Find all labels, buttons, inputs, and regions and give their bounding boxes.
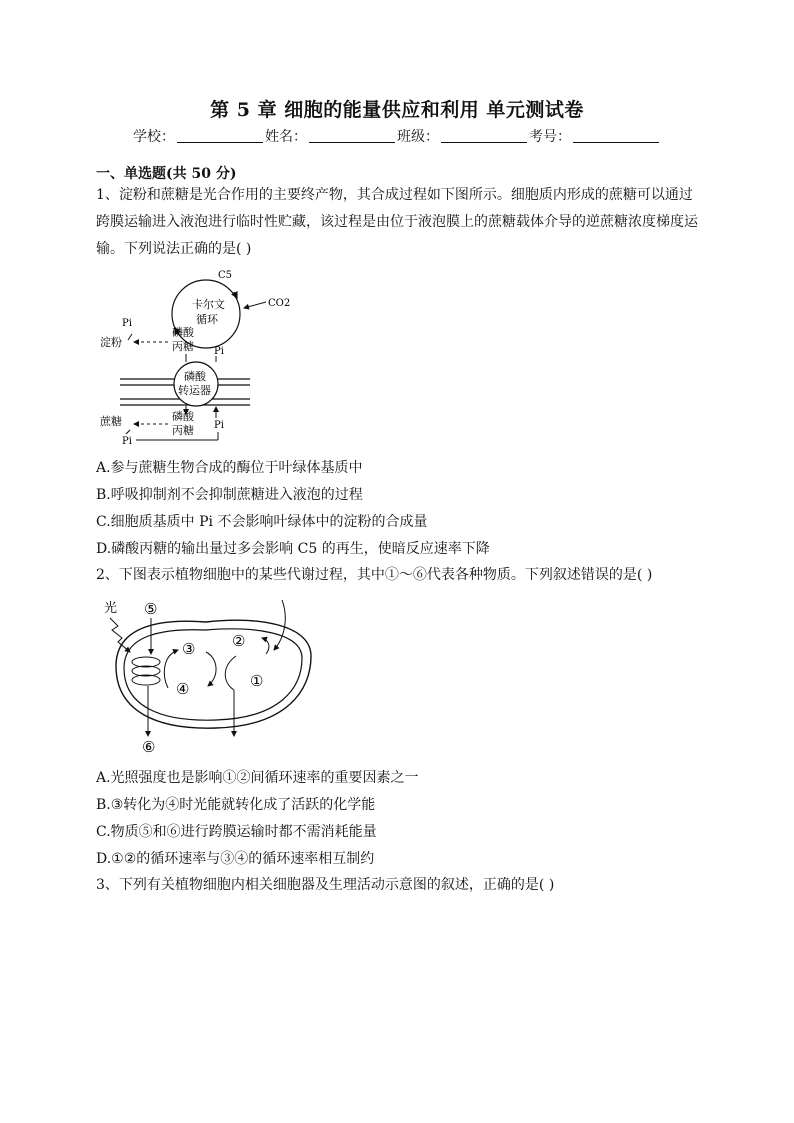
material-5: ⑤ bbox=[144, 600, 158, 618]
sucrose-label: 蔗糖 bbox=[100, 415, 122, 428]
page-title: 第 5 章 细胞的能量供应和利用 单元测试卷 bbox=[210, 99, 584, 121]
starch-label: 淀粉 bbox=[100, 336, 122, 349]
school-blank[interactable] bbox=[177, 128, 263, 143]
triose-phosphate-2a: 磷酸 bbox=[172, 410, 194, 423]
pi-top-label: Pi bbox=[122, 318, 132, 329]
triose-phosphate-1b: 丙糖 bbox=[172, 340, 194, 353]
school-label: 学校： bbox=[133, 129, 175, 145]
pi-bottom-label: Pi bbox=[122, 436, 132, 447]
light-label: 光 bbox=[104, 601, 118, 616]
transporter-label-1: 磷酸 bbox=[184, 370, 206, 383]
question-1-option-d[interactable]: D.磷酸丙糖的输出量过多会影响 C5 的再生，使暗反应速率下降 bbox=[96, 541, 490, 557]
material-1: ① bbox=[250, 672, 264, 690]
material-2: ② bbox=[232, 632, 246, 650]
question-1-diagram bbox=[96, 262, 296, 452]
question-2-option-d[interactable]: D.①②的循环速率与③④的循环速率相互制约 bbox=[96, 851, 375, 867]
question-1-option-b[interactable]: B.呼吸抑制剂不会抑制蔗糖进入液泡的过程 bbox=[96, 487, 363, 503]
calvin-label-1: 卡尔文 bbox=[192, 298, 225, 311]
question-3-stem: 3、下列有关植物细胞内相关细胞器及生理活动示意图的叙述，正确的是( ) bbox=[96, 877, 555, 893]
material-6: ⑥ bbox=[142, 738, 156, 756]
question-2-option-c[interactable]: C.物质⑤和⑥进行跨膜运输时都不需消耗能量 bbox=[96, 824, 377, 840]
class-label: 班级： bbox=[397, 129, 439, 145]
student-info-line bbox=[0, 126, 794, 146]
co2-label: CO2 bbox=[268, 298, 291, 309]
section-heading: 一、单选题(共 50 分) bbox=[96, 166, 237, 182]
question-2-stem: 2、下图表示植物细胞中的某些代谢过程，其中①～⑥代表各种物质。下列叙述错误的是( ) bbox=[96, 567, 653, 583]
question-2-diagram bbox=[96, 596, 326, 756]
pi-right-1: Pi bbox=[214, 346, 224, 357]
triose-phosphate-2b: 丙糖 bbox=[172, 424, 194, 437]
number-label: 考号： bbox=[529, 129, 571, 145]
name-blank[interactable] bbox=[309, 128, 395, 143]
question-1-option-a[interactable]: A.参与蔗糖生物合成的酶位于叶绿体基质中 bbox=[96, 460, 363, 476]
calvin-label-2: 循环 bbox=[196, 313, 218, 326]
question-2-option-b[interactable]: B.③转化为④时光能就转化成了活跃的化学能 bbox=[96, 797, 376, 813]
question-1-stem: 1、淀粉和蔗糖是光合作用的主要终产物，其合成过程如下图所示。细胞质内形成的蔗糖可以通过跨膜运输进入液泡进行临时性贮藏，该过程是由位于液泡膜上的蔗糖载体介导的逆蔗糖浓度梯度运输。下列说法正确的是( ) bbox=[96, 187, 698, 257]
triose-phosphate-1a: 磷酸 bbox=[172, 326, 194, 339]
material-3: ③ bbox=[182, 640, 196, 658]
pi-right-2: Pi bbox=[214, 420, 224, 431]
transporter-label-2: 转运器 bbox=[178, 384, 211, 397]
name-label: 姓名： bbox=[265, 129, 307, 145]
question-1-option-c[interactable]: C.细胞质基质中 Pi 不会影响叶绿体中的淀粉的合成量 bbox=[96, 514, 428, 530]
number-blank[interactable] bbox=[573, 128, 659, 143]
class-blank[interactable] bbox=[441, 128, 527, 143]
c5-label: C5 bbox=[218, 270, 233, 281]
question-2-option-a[interactable]: A.光照强度也是影响①②间循环速率的重要因素之一 bbox=[96, 770, 419, 786]
material-4: ④ bbox=[176, 680, 190, 698]
